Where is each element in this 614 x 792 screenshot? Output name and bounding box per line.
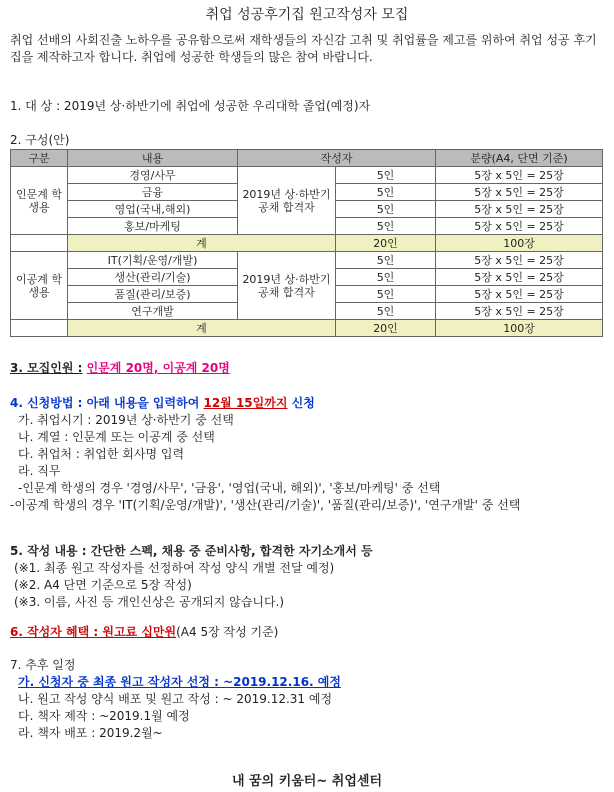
cell-content: 영업(국내,해외) (68, 201, 238, 218)
subtotal-label: 계 (68, 320, 336, 337)
section-5-items (14, 560, 334, 611)
section-4-heading (10, 395, 315, 412)
cell-empty (11, 235, 68, 252)
footer-signature: 내 꿈의 키움터~ 취업센터 (231, 774, 383, 789)
cell-content: 연구개발 (68, 303, 238, 320)
section-7-items (18, 674, 341, 742)
table-row (11, 252, 603, 269)
group-label: 이공계 학생용 (11, 252, 68, 320)
list-item: 다. 취업처 : 취업한 회사명 입력 (18, 447, 185, 461)
section-6-benefit (10, 624, 278, 641)
cell-content: 품질(관리/보증) (68, 286, 238, 303)
list-item: (※3. 이름, 사진 등 개인신상은 공개되지 않습니다.) (14, 595, 285, 609)
section-6-heading: 6. 작성자 혜택 : 원고료 십만원 (10, 625, 177, 639)
section-6-note: (A4 5장 작성 기준) (176, 625, 279, 639)
composition-table (10, 149, 603, 337)
header-amount: 분량(A4, 단면 기준) (436, 150, 603, 167)
header-content: 내용 (68, 150, 238, 167)
cell-writer: 2019년 상·하반기 공채 합격자 (238, 167, 336, 235)
page-title: 취업 성공후기집 원고작성자 모집 (205, 7, 409, 23)
cell-writer: 2019년 상·하반기 공채 합격자 (238, 252, 336, 320)
cell-count: 5인 (336, 201, 436, 218)
cell-content: 금융 (68, 184, 238, 201)
cell-content: IT(기획/운영/개발) (68, 252, 238, 269)
cell-content: 홍보/마케팅 (68, 218, 238, 235)
list-item: -인문계 학생의 경우 '경영/사무', '금융', '영업(국내, 해외)', '홍보/마케팅' 중 선택 (18, 481, 441, 495)
cell-count: 5인 (336, 184, 436, 201)
cell-count: 5인 (336, 286, 436, 303)
list-item: (※1. 최종 원고 작성자를 선정하여 작성 양식 개별 전달 예정) (14, 561, 335, 575)
subtotal-label: 계 (68, 235, 336, 252)
table-header-row (11, 150, 603, 167)
cell-count: 5인 (336, 252, 436, 269)
cell-count: 5인 (336, 167, 436, 184)
cell-amount: 5장 x 5인 = 25장 (436, 303, 603, 320)
table-row (11, 167, 603, 184)
list-item: 라. 책자 배포 : 2019.2월~ (18, 726, 163, 740)
section-3-recruitment (10, 360, 230, 377)
subtotal-count: 20인 (336, 320, 436, 337)
section-5-heading: 5. 작성 내용 : 간단한 스펙, 채용 중 준비사항, 합격한 자기소개서 등 (10, 544, 373, 558)
list-item: 가. 취업시기 : 2019년 상·하반기 중 선택 (18, 413, 234, 427)
subtotal-row (11, 320, 603, 337)
subtotal-amount: 100장 (436, 320, 603, 337)
section-3-label: 3. 모집인원 : (10, 361, 83, 375)
list-item: 나. 계열 : 인문계 또는 이공계 중 선택 (18, 430, 215, 444)
section-7-heading: 7. 추후 일정 (10, 658, 76, 672)
cell-content: 경영/사무 (68, 167, 238, 184)
intro-paragraph: 취업 선배의 사회진출 노하우를 공유함으로써 재학생들의 자신감 고취 및 취업률을 제고를 위하여 취업 성공 후기집을 제작하고자 합니다. 취업에 성공한 학생들의 많은 참여 바랍니다. (10, 33, 597, 64)
schedule-highlight: 가. 신청자 중 최종 원고 작성자 선정 : ~2019.12.16. 예정 (18, 675, 341, 689)
cell-content: 생산(관리/기술) (68, 269, 238, 286)
list-item: 다. 책자 제작 : ~2019.1월 예정 (18, 709, 190, 723)
section-4-pre: 4. 신청방법 : 아래 내용을 입력하여 (10, 396, 200, 410)
cell-amount: 5장 x 5인 = 25장 (436, 184, 603, 201)
section-1-target: 1. 대 상 : 2019년 상·하반기에 취업에 성공한 우리대학 졸업(예정)자 (10, 99, 371, 113)
section-4-deadline: 12월 15일까지 (203, 396, 288, 410)
subtotal-amount: 100장 (436, 235, 603, 252)
cell-amount: 5장 x 5인 = 25장 (436, 269, 603, 286)
section-4-post: 신청 (291, 396, 315, 410)
subtotal-count: 20인 (336, 235, 436, 252)
list-item: -이공계 학생의 경우 'IT(기획/운영/개발)', '생산(관리/기술)', '품질(관리/보증)', '연구개발' 중 선택 (10, 498, 521, 512)
group-label: 인문계 학생용 (11, 167, 68, 235)
cell-amount: 5장 x 5인 = 25장 (436, 201, 603, 218)
cell-amount: 5장 x 5인 = 25장 (436, 218, 603, 235)
header-writer: 작성자 (238, 150, 436, 167)
cell-empty (11, 320, 68, 337)
cell-amount: 5장 x 5인 = 25장 (436, 286, 603, 303)
section-4-items (10, 412, 598, 514)
section-2-heading: 2. 구성(안) (10, 133, 70, 147)
list-item: 나. 원고 작성 양식 배포 및 원고 작성 : ~ 2019.12.31 예정 (18, 692, 333, 706)
cell-amount: 5장 x 5인 = 25장 (436, 167, 603, 184)
cell-count: 5인 (336, 303, 436, 320)
list-item: 라. 직무 (18, 464, 61, 478)
list-item: (※2. A4 단면 기준으로 5장 작성) (14, 578, 192, 592)
section-3-value: 인문계 20명, 이공계 20명 (86, 361, 230, 375)
cell-count: 5인 (336, 218, 436, 235)
subtotal-row (11, 235, 603, 252)
cell-count: 5인 (336, 269, 436, 286)
cell-amount: 5장 x 5인 = 25장 (436, 252, 603, 269)
header-category: 구분 (11, 150, 68, 167)
